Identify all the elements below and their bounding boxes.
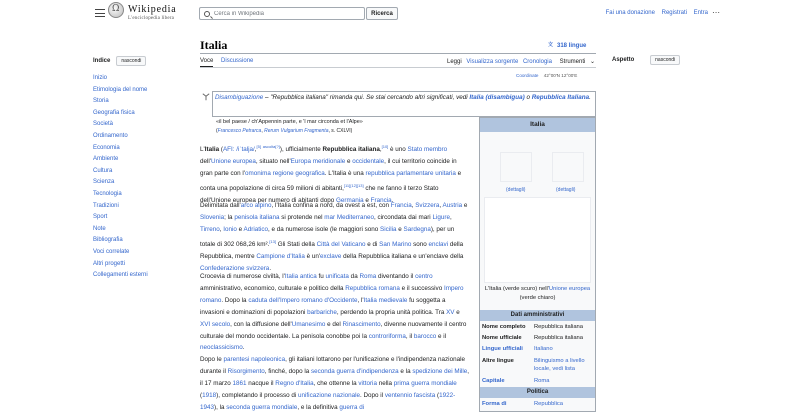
flag-image[interactable]: [500, 152, 532, 182]
infobox-row: [480, 344, 595, 355]
map-caption-link[interactable]: Unione europea: [548, 286, 591, 292]
location-map[interactable]: [484, 197, 591, 283]
register-link[interactable]: Registrati: [661, 10, 687, 16]
toc-item-societa[interactable]: Società: [93, 121, 114, 128]
toc-title: Indice: [93, 58, 111, 64]
personal-tools: [601, 10, 708, 16]
coordinates-value[interactable]: 42°00′N 12°00′E: [543, 73, 578, 78]
official-languages-link[interactable]: Lingue ufficiali: [482, 346, 523, 353]
paragraph-intro: L'Italia (AFI: /iˈtalja/,[5] $^{ascolta[?]}$), ufficialmente Repubblica italiana,[10] è uno Stato membro dell'Unione europea, situato nell'Europa meridionale e occidentale, il cui territorio coincide in gran parte con l'omonima regione geografica. L'Italia è una repubblica parlamentare unitaria e conta una popolazione di circa 59 milioni di abitanti,[11][12][13] che ne fanno il terzo Stato dell'Unione europea per numero di abitanti dopo Germania e Francia.: [200, 144, 462, 204]
title-divider: [200, 53, 596, 54]
toc-item-storia[interactable]: Storia: [93, 98, 109, 105]
toc-item-bibliografia[interactable]: Bibliografia: [93, 237, 123, 244]
search-button[interactable]: Ricerca: [366, 7, 398, 20]
toc-item-geografia[interactable]: Geografia fisica: [93, 109, 135, 116]
infobox-row: Altre lingue Bilinguismo a livello locale, vedi lista: [480, 355, 595, 375]
epigraph-quote: «il bel paese / ch'Appennin parte, e 'l mar circonda et l'Alpe»: [216, 119, 363, 125]
user-menu-icon[interactable]: ⋯: [712, 8, 720, 17]
infobox-row: Forma di Repubblica: [482, 400, 564, 407]
tab-discussione[interactable]: Discussione: [221, 58, 254, 64]
coa-details-link[interactable]: (dettagli): [556, 187, 576, 193]
disambiguation-term[interactable]: Disambiguazione: [215, 94, 264, 101]
translate-icon: [548, 41, 555, 48]
toc-item-ordinamento[interactable]: Ordinamento: [93, 132, 128, 139]
toc-list: [93, 73, 173, 282]
language-count: 318 lingue: [557, 43, 587, 49]
toc-item-sport[interactable]: Sport: [93, 214, 108, 221]
toc-item-economia[interactable]: Economia: [93, 144, 120, 151]
paragraph-history: Crocevia di numerose civiltà, l'Italia antica fu unificata da Roma diventando il centro amministrativo, economico, culturale e politico della Repubblica romana e il successivo Impero romano. Dopo la caduta dell'Impero romano d'Occidente, l'Italia medievale fu soggetta a invasioni e dominazioni di popolazioni barbariche, perdendo la propria unità politica. Tra XV e XVI secolo, con la diffusione dell'Umanesimo e del Rinascimento, divenne nuovamente il centro culturale del mondo occidentale. La penisola conobbe poi la controriforma, il barocco e il neoclassicismo.: [200, 273, 467, 352]
infobox-row: Nome ufficiale Repubblica italiana: [482, 334, 583, 341]
disambiguation-icon: [202, 93, 210, 101]
capital-label[interactable]: Capitale: [482, 377, 505, 384]
infobox-section-politics: Politica: [480, 387, 595, 398]
tab-voce[interactable]: Voce: [200, 58, 213, 67]
toc-item-cultura[interactable]: Cultura: [93, 167, 113, 174]
tab-visualizza-sorgente[interactable]: Visualizza sorgente: [466, 59, 519, 65]
hatnote-link-disambigua[interactable]: Italia (disambigua): [469, 94, 525, 101]
flag-details-link[interactable]: (dettagli): [506, 187, 526, 193]
capital-link[interactable]: Roma: [534, 377, 550, 384]
disambiguation-hatnote: Disambiguazione – "Repubblica italiana" rimanda qui. Se stai cercando altri significati, vedi Italia (disambigua) o Repubblica Italiana.: [212, 91, 596, 117]
toc-item-collegamenti-esterni[interactable]: Collegamenti esterni: [93, 272, 148, 279]
epigraph-source: (Francesco Petrarca, Rerum Vulgarium Fragmenta, s. CXLVI): [216, 128, 353, 134]
search-box: [199, 7, 365, 20]
appearance-panel: [612, 56, 712, 63]
toc-item-scienza[interactable]: Scienza: [93, 179, 115, 186]
toc-item-ambiente[interactable]: Ambiente: [93, 156, 119, 163]
view-tabs: [447, 58, 595, 65]
infobox-section-admin: Dati amministrativi: [480, 310, 595, 321]
hatnote-text: – "Repubblica italiana" rimanda qui. Se stai cercando altri significati, vedi: [263, 94, 470, 101]
italian-link[interactable]: Italiano: [534, 346, 553, 353]
toc-item-altri-progetti[interactable]: Altri progetti: [93, 260, 126, 267]
toc-item-tecnologia[interactable]: Tecnologia: [93, 190, 122, 197]
coordinates-label[interactable]: Coordinate: [516, 73, 539, 78]
toc-header: [93, 56, 173, 66]
toc-item-tradizioni[interactable]: Tradizioni: [93, 202, 119, 209]
epigraph-author[interactable]: Francesco Petrarca: [217, 128, 262, 134]
tab-leggi[interactable]: Leggi: [447, 59, 462, 68]
paragraph-geography: Delimitata dall'arco alpino, l'Italia confina a nord, da ovest a est, con Francia, Svizzera, Austria e Slovenia; la penisola italiana si protende nel mar Mediterraneo, circondata dai mari Ligure, Tirreno, Ionio e Adriatico, e da numerose isole (le maggiori sono Sicilia e Sardegna), per un totale di 302 068,26 km².[13] Gli Stati della Città del Vaticano e di San Marino sono enclavi della Repubblica, mentre Campione d'Italia è un'exclave della Repubblica italiana e un'enclave della Confederazione svizzera.: [200, 202, 468, 272]
site-header: [0, 0, 800, 30]
epigraph-work[interactable]: Rerum Vulgarium Fragmenta: [264, 128, 329, 134]
donate-link[interactable]: Fai una donazione: [605, 10, 655, 16]
hatnote-link-repubblica[interactable]: Repubblica Italiana: [531, 94, 590, 101]
infobox-row: Nome completo Repubblica italiana: [482, 323, 583, 330]
wikipedia-wordmark[interactable]: Wikipedia: [128, 4, 177, 15]
infobox-row: [480, 375, 595, 386]
appearance-title: Aspetto: [612, 57, 635, 63]
tools-dropdown[interactable]: Strumenti ⌄: [559, 59, 596, 65]
other-languages-value[interactable]: Bilinguismo a livello locale, vedi lista: [534, 357, 585, 373]
wikipedia-globe-logo[interactable]: [108, 2, 124, 18]
search-input[interactable]: [214, 9, 362, 19]
search-icon: [204, 11, 210, 17]
infobox-symbols: [480, 132, 595, 196]
coordinates: [512, 73, 577, 78]
svg-text:文: 文: [548, 41, 553, 48]
tabs-divider: [200, 67, 596, 68]
toc-item-voci-correlate[interactable]: Voci correlate: [93, 248, 130, 255]
appearance-hide-button[interactable]: nascondi: [650, 55, 680, 65]
toc-item-inizio[interactable]: Inizio: [93, 75, 108, 81]
epigraph: [216, 118, 476, 136]
toc-item-etimologia[interactable]: Etimologia del nome: [93, 86, 148, 93]
map-caption: L'Italia (verde scuro) nell'Unione europea (verde chiaro): [484, 286, 591, 301]
table-of-contents: [93, 56, 173, 282]
tab-cronologia[interactable]: Cronologia: [522, 59, 552, 65]
paragraph-unification: Dopo le parentesi napoleonica, gli italiani lottarono per l'unificazione e l'indipendenza nazionale durante il Risorgimento, finché, dopo la seconda guerra d'indipendenza e la spedizione dei Mille, il 17 marzo 1861 nacque il Regno d'Italia, che ottenne la vittoria nella prima guerra mondiale (1918), completando il processo di unificazione nazionale. Dopo il ventennio fascista (1922-1943), la seconda guerra mondiale, e la definitiva guerra di: [200, 356, 470, 411]
toc-hide-button[interactable]: nascondi: [116, 56, 146, 66]
page-title: Italia: [200, 38, 228, 52]
login-link[interactable]: Entra: [693, 10, 708, 16]
wikipedia-tagline: L'enciclopedia libera: [128, 16, 175, 21]
infobox-title: Italia: [480, 118, 595, 132]
coat-of-arms-image[interactable]: [552, 152, 584, 182]
toc-item-note[interactable]: Note: [93, 225, 106, 232]
infobox: [479, 117, 596, 412]
namespace-tabs: [200, 58, 259, 64]
language-button[interactable]: [548, 41, 586, 49]
chevron-down-icon: ⌄: [590, 59, 596, 65]
menu-icon[interactable]: [95, 9, 105, 18]
